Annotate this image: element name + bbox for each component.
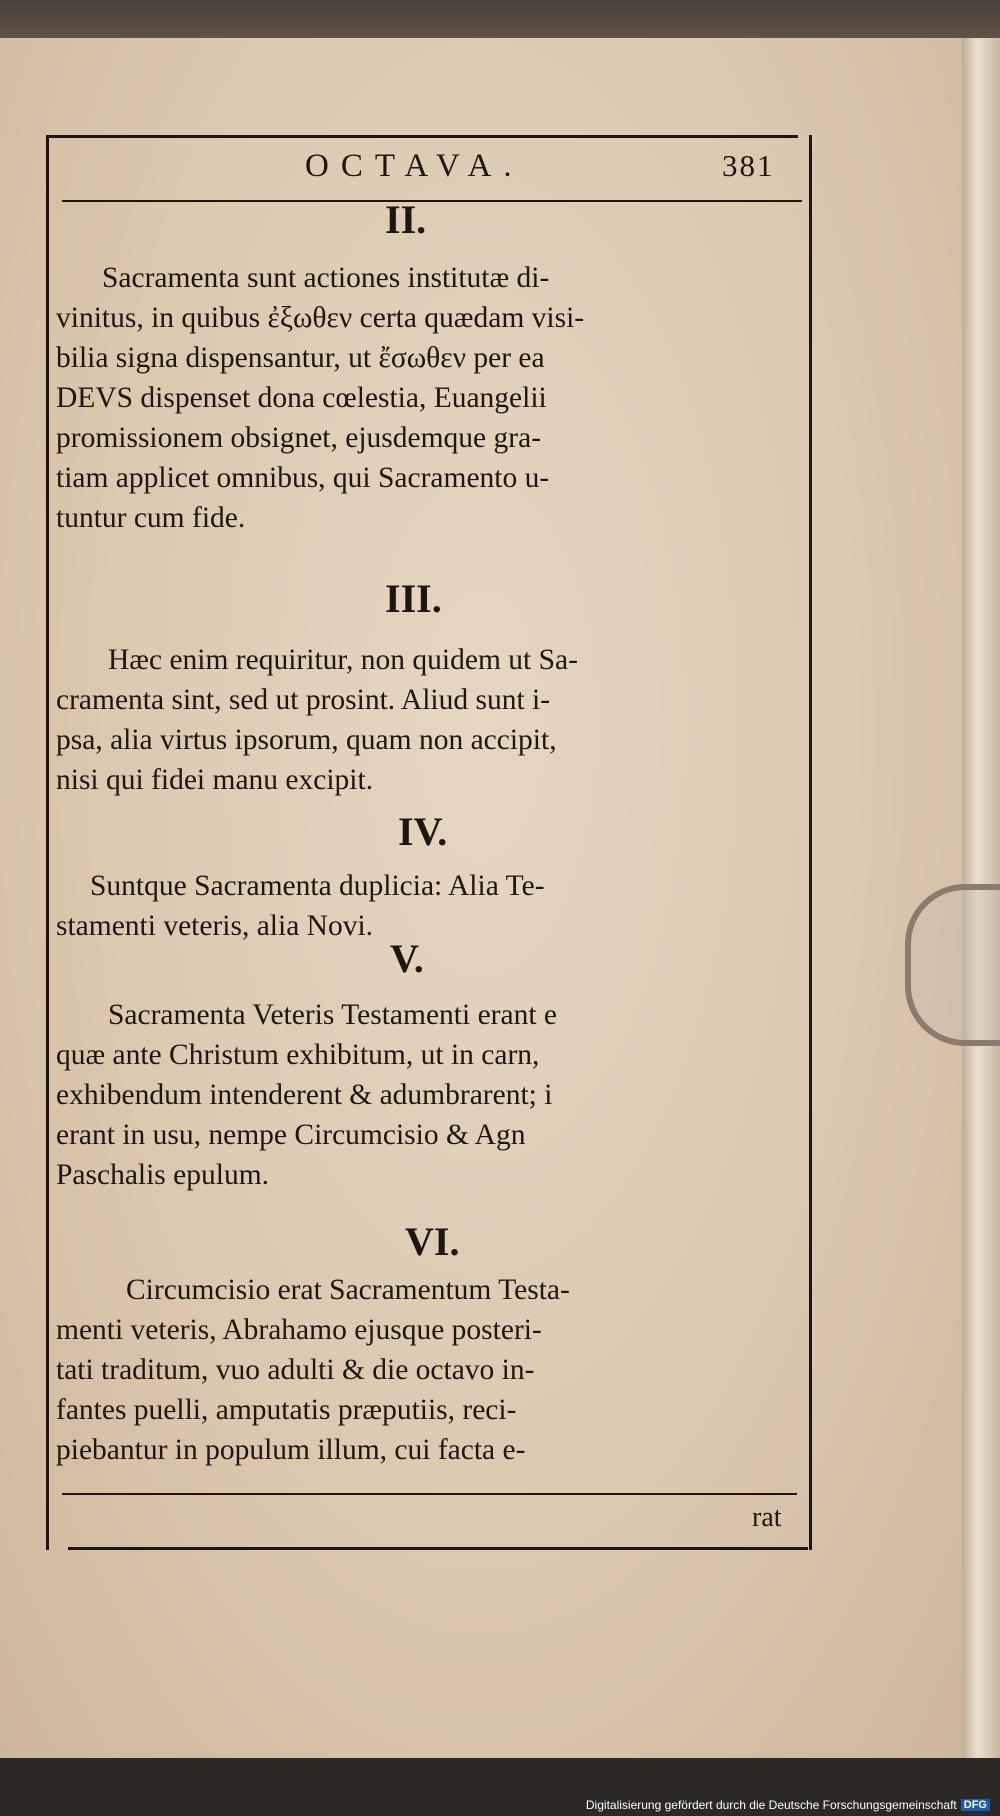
text-line: quæ ante Christum exhibitum, ut in carn, xyxy=(56,1039,540,1071)
section-text xyxy=(56,640,808,800)
section-number: II. xyxy=(385,197,427,242)
text-line: fantes puelli, amputatis præputiis, reci- xyxy=(56,1394,517,1426)
text-line: exhibendum intenderent & adumbrarent; i xyxy=(56,1079,553,1111)
header-rule xyxy=(62,200,802,202)
section-number: IV. xyxy=(398,809,448,854)
text-line: Hæc enim requiritur, non quidem ut Sa- xyxy=(108,644,578,676)
text-line: Paschalis epulum. xyxy=(56,1159,270,1191)
section-text xyxy=(56,995,808,1195)
text-line: menti veteris, Abrahamo ejusque posteri- xyxy=(56,1314,542,1346)
section-text xyxy=(56,1270,808,1470)
page-clip xyxy=(905,884,1000,1046)
section-number: V. xyxy=(390,936,424,981)
text-line: Circumcisio erat Sacramentum Testa- xyxy=(126,1274,570,1306)
page-number: 381 xyxy=(722,148,775,183)
text-line: Sacramenta sunt actiones institutæ di- xyxy=(102,262,550,294)
bottom-rule xyxy=(68,1547,808,1550)
text-line: psa, alia virtus ipsorum, quam non accipit, xyxy=(56,724,557,756)
text-line: tuntur cum fide. xyxy=(56,502,246,534)
text-line: stamenti veteris, alia Novi. xyxy=(56,910,374,942)
section-number: III. xyxy=(385,576,442,621)
footer-strip xyxy=(0,1758,1000,1816)
section-number: VI. xyxy=(405,1219,460,1264)
text-line: DEVS dispenset dona cœlestia, Euangelii xyxy=(56,382,547,414)
text-line: promissionem obsignet, ejusdemque gra- xyxy=(56,422,542,454)
footer-rule xyxy=(62,1493,797,1495)
credit-text: Digitalisierung gefördert durch die Deutsche Forschungsgemeinschaft xyxy=(585,1798,957,1812)
text-line: tati traditum, vuo adulti & die octavo in- xyxy=(56,1354,535,1386)
section-text xyxy=(56,866,808,946)
text-line: erant in usu, nempe Circumcisio & Agn xyxy=(56,1119,526,1151)
text-line: nisi qui fidei manu excipit. xyxy=(56,764,374,796)
top-rule xyxy=(46,135,798,138)
text-line: cramenta sint, sed ut prosint. Aliud sunt i- xyxy=(56,684,551,716)
text-line: Sacramenta Veteris Testamenti erant e xyxy=(108,999,557,1031)
text-line: tiam applicet omnibus, qui Sacramento u- xyxy=(56,462,550,494)
text-line: vinitus, in quibus ἐξωθεν certa quædam visi- xyxy=(56,302,585,334)
dfg-logo: DFG xyxy=(961,1799,990,1811)
running-head: OCTAVA. xyxy=(305,148,524,184)
text-line: piebantur in populum illum, cui facta e- xyxy=(56,1434,526,1466)
section-text xyxy=(56,258,808,538)
text-line: bilia signa dispensantur, ut ἔσωθεν per ea xyxy=(56,342,545,374)
digitization-credit xyxy=(586,1798,990,1812)
text-line: Suntque Sacramenta duplicia: Alia Te- xyxy=(90,870,545,902)
catchword: rat xyxy=(752,1502,782,1533)
